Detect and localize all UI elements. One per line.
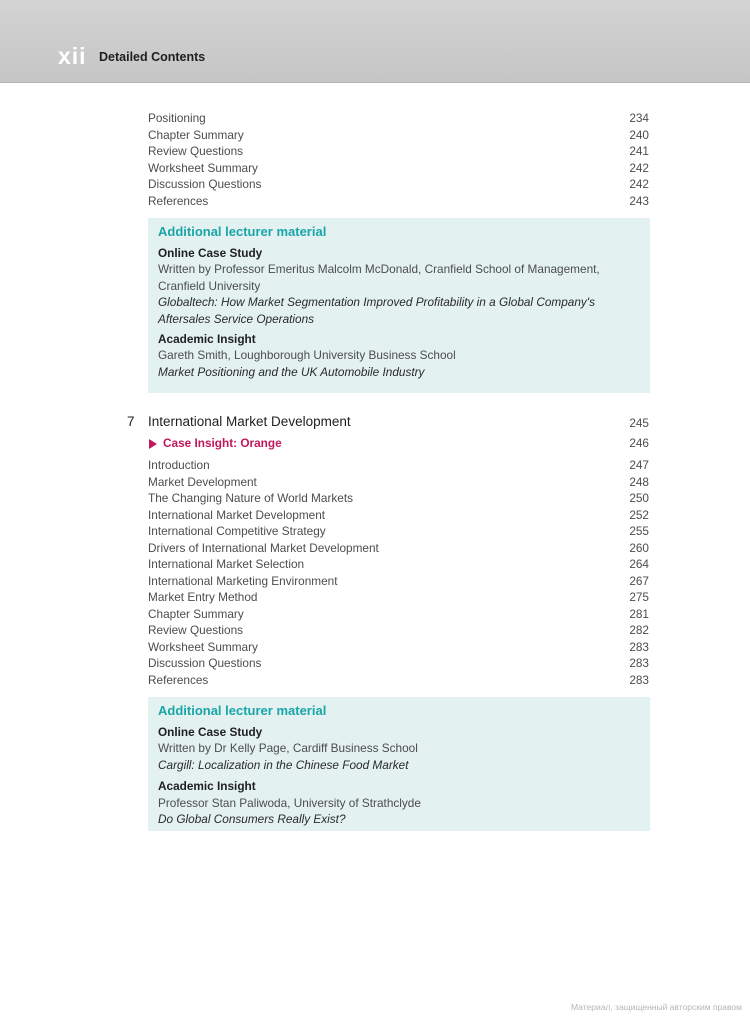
toc-entry-label: Drivers of International Market Development bbox=[148, 540, 379, 555]
toc-entry-page: 255 bbox=[629, 524, 649, 538]
lecturer-material-box bbox=[148, 218, 650, 393]
case-study-name: Cargill: Localization in the Chinese Food Market bbox=[158, 758, 409, 772]
toc-entry-page: 247 bbox=[629, 458, 649, 472]
case-study-name: Globaltech: How Market Segmentation Improved Profitability in a Global Company's Aftersales Service Operations bbox=[158, 295, 595, 326]
academic-insight-author: Gareth Smith, Loughborough University Business School bbox=[158, 348, 456, 362]
toc-entry-page: 283 bbox=[629, 656, 649, 670]
toc-entry-label: Discussion Questions bbox=[148, 656, 262, 670]
page-number: xii bbox=[58, 43, 87, 69]
toc-entry-page: 240 bbox=[629, 127, 649, 142]
toc-entry-page: 260 bbox=[629, 540, 649, 555]
toc-entry-label: Introduction bbox=[148, 458, 210, 472]
online-case-study-title: Online Case Study bbox=[158, 725, 263, 739]
toc-entry-page: 275 bbox=[629, 590, 649, 604]
toc-entry-label: Worksheet Summary bbox=[148, 160, 258, 175]
toc-entry-page: 252 bbox=[629, 507, 649, 522]
toc-entry-label: Review Questions bbox=[148, 144, 244, 158]
toc-entry-label: The Changing Nature of World Markets bbox=[148, 491, 354, 505]
toc-entry-page: 282 bbox=[629, 623, 649, 637]
toc-entry-page: 250 bbox=[629, 491, 649, 505]
academic-insight-title: Academic Insight bbox=[158, 779, 256, 793]
toc-entry-label: Chapter Summary bbox=[148, 606, 244, 621]
toc-entry-label: References bbox=[148, 672, 209, 687]
academic-insight-title: Academic Insight bbox=[158, 332, 256, 346]
academic-insight-name: Market Positioning and the UK Automobile Industry bbox=[158, 365, 425, 379]
toc-entry-label: Market Development bbox=[148, 474, 257, 489]
triangle-bullet-icon bbox=[149, 439, 157, 449]
toc-entry-page: 234 bbox=[629, 111, 649, 125]
case-study-author: Written by Dr Kelly Page, Cardiff Business School bbox=[158, 741, 418, 755]
toc-entry-label: Worksheet Summary bbox=[148, 639, 258, 654]
toc-entry-label: International Market Development bbox=[148, 507, 326, 522]
chapter-number: 7 bbox=[127, 414, 135, 429]
toc-entry-page: 267 bbox=[629, 573, 649, 588]
toc-entry-page: 248 bbox=[629, 474, 649, 489]
lecturer-material-box bbox=[148, 697, 650, 831]
toc-entry-label: International Competitive Strategy bbox=[148, 524, 326, 538]
chapter-title[interactable]: International Market Development bbox=[148, 414, 351, 429]
copyright-watermark: Материал, защищенный авторским правом bbox=[570, 1002, 742, 1012]
toc-entry-label: Chapter Summary bbox=[148, 127, 244, 142]
toc-entry-page: 283 bbox=[629, 639, 649, 654]
running-title: Detailed Contents bbox=[99, 50, 206, 64]
chapter-page: 245 bbox=[629, 416, 649, 430]
toc-entry-page: 283 bbox=[629, 672, 649, 687]
toc-entry-label: Review Questions bbox=[148, 623, 244, 637]
case-insight-entry[interactable] bbox=[148, 436, 649, 452]
toc-entry-label: International Market Selection bbox=[148, 557, 305, 571]
lecturer-material-heading: Additional lecturer material bbox=[158, 224, 327, 239]
toc-entry-page: 264 bbox=[629, 557, 649, 571]
toc-entry-page: 243 bbox=[629, 193, 649, 208]
online-case-study-title: Online Case Study bbox=[158, 246, 263, 260]
toc-entry-page: 281 bbox=[629, 606, 649, 621]
case-insight-page: 246 bbox=[629, 436, 649, 450]
lecturer-material-heading: Additional lecturer material bbox=[158, 703, 327, 718]
toc-entry-page: 242 bbox=[629, 160, 649, 175]
academic-insight-name: Do Global Consumers Really Exist? bbox=[158, 812, 346, 826]
toc-entry-page: 241 bbox=[629, 144, 649, 158]
case-insight-label: Case Insight: Orange bbox=[163, 436, 282, 450]
case-study-author: Written by Professor Emeritus Malcolm McDonald, Cranfield School of Management, Cranfield University bbox=[158, 262, 600, 293]
toc-entry-label: International Marketing Environment bbox=[148, 573, 338, 588]
toc-entry-label: References bbox=[148, 193, 209, 208]
toc-entry-label: Market Entry Method bbox=[148, 590, 258, 604]
toc-entry-label: Discussion Questions bbox=[148, 177, 262, 191]
page-header bbox=[0, 0, 750, 83]
toc-entry-label: Positioning bbox=[148, 111, 206, 125]
toc-entry-page: 242 bbox=[629, 177, 649, 191]
academic-insight-author: Professor Stan Paliwoda, University of Strathclyde bbox=[158, 796, 421, 810]
